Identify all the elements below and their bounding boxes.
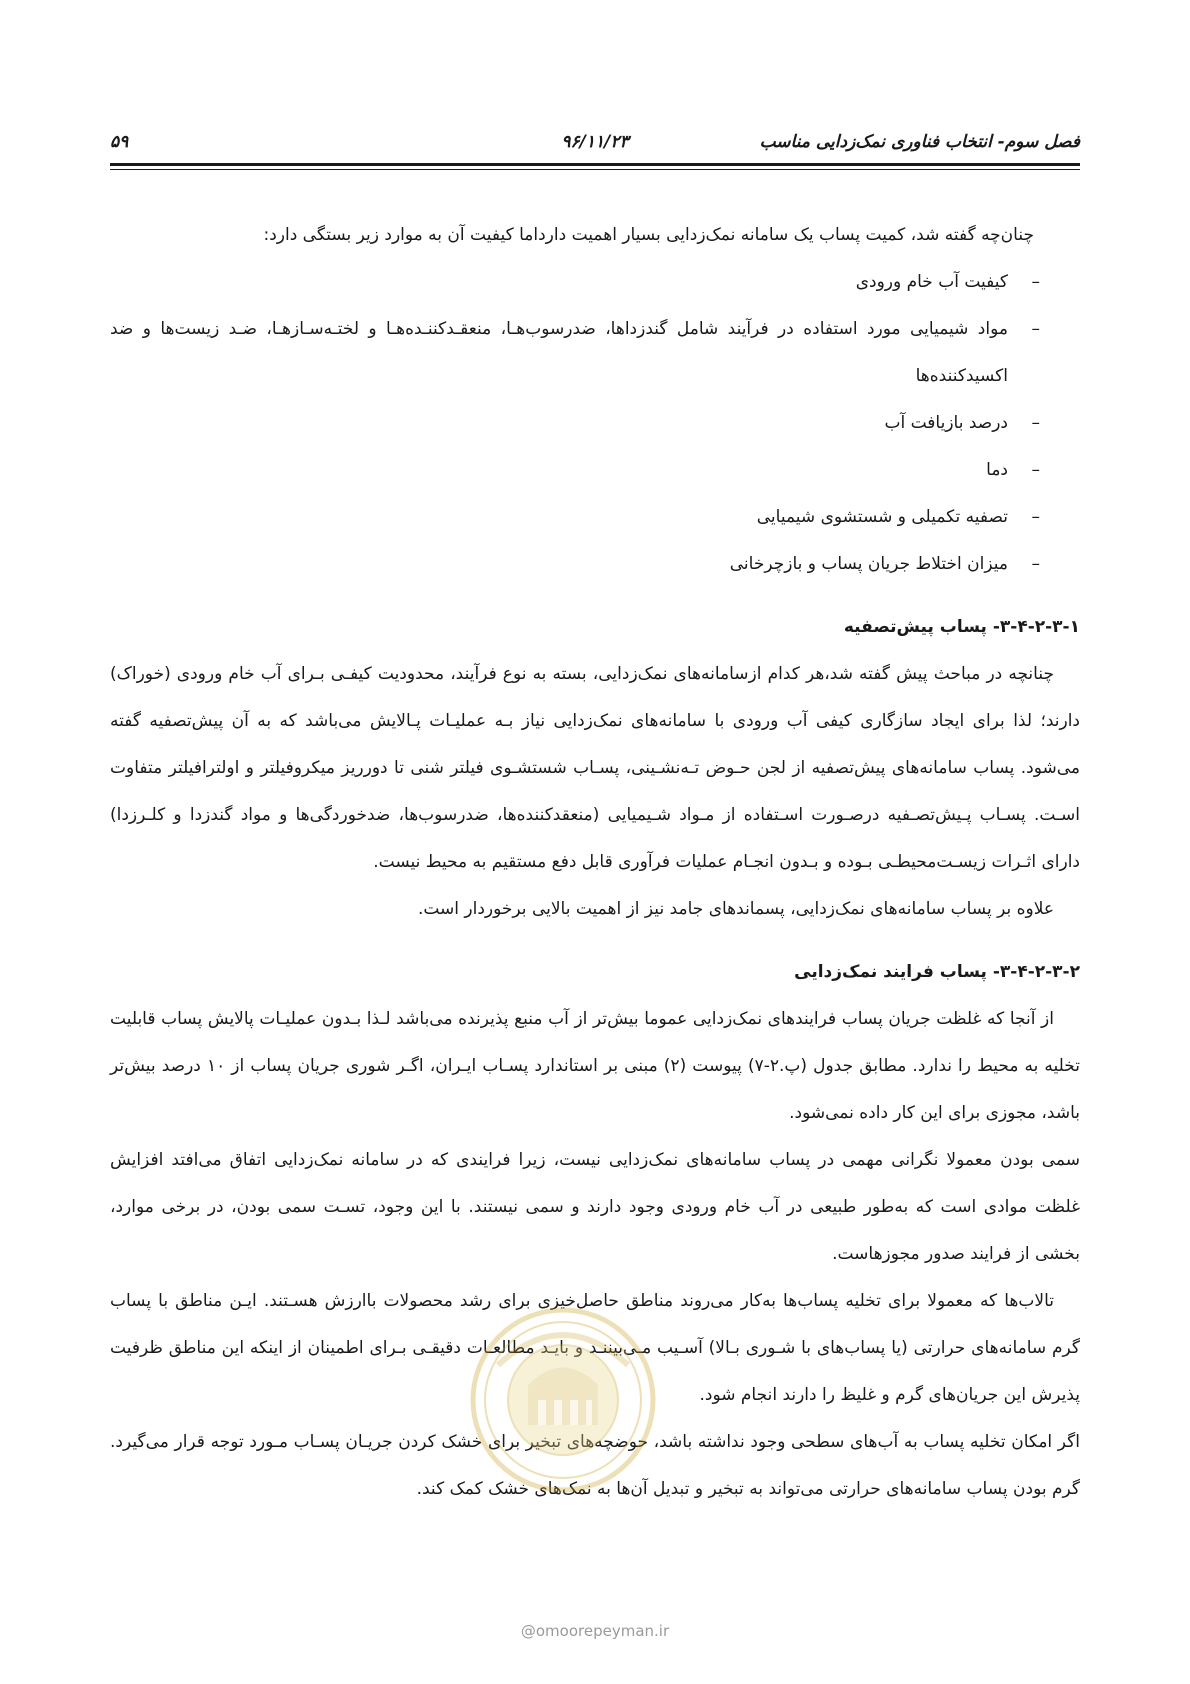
list-item-text: کیفیت آب خام ورودی: [855, 272, 1008, 292]
dash-bullet: –: [1031, 507, 1040, 527]
section2-paragraph: از آنجا که غلظت جریان پساب فرایندهای نمک‌زدایی عموما بیش‌تر از آب منبع پذیرنده می‌باشد لـذا بـدون عملیـات پالایش پساب قابلیت تخلیه به محیط را ندارد. مطابق جدول (پ.۲-۷) پیوست (۲) مبنی بر استاندارد پسـاب ایـران، اگـر شوری جریان پساب از ۱۰ درصد بیش‌تر باشد، مجوزی برای این کار داده نمی‌شود.: [110, 1009, 1081, 1123]
list-item-text: درصد بازیافت آب: [884, 413, 1008, 433]
list-item: [110, 259, 1040, 306]
page-number: ۵۹: [110, 132, 129, 152]
quality-factors-list: [110, 259, 1080, 588]
dash-bullet: –: [1031, 460, 1040, 480]
header-rule-thin: [110, 169, 1080, 170]
section-heading-desalination-process: ۳-۴-۲-۳-۲- پساب فرایند نمک‌زدایی: [794, 962, 1080, 982]
section2-paragraph: اگر امکان تخلیه پساب به آب‌های سطحی وجود نداشته باشد، حوضچه‌های تبخیر برای خشک کردن جریـان پسـاب مـورد توجه قرار می‌گیرد. گرم بودن پساب سامانه‌های حرارتی می‌تواند به تبخیر و تبدیل آن‌ها به نمک‌های خشک کمک کند.: [110, 1432, 1080, 1499]
list-item: [110, 400, 1040, 447]
dash-bullet: –: [1031, 554, 1040, 574]
list-item: [110, 541, 1040, 588]
list-item: [110, 306, 1040, 400]
intro-paragraph: چنان‌چه گفته شد، کمیت پساب یک سامانه نمک‌زدایی بسیار اهمیت دارداما کیفیت آن به موارد زیر بستگی دارد:: [263, 225, 1034, 245]
list-item: [110, 447, 1040, 494]
section1-paragraph: علاوه بر پساب سامانه‌های نمک‌زدایی، پسماندهای جامد نیز از اهمیت بالایی برخوردار است.: [417, 899, 1054, 919]
document-date: ۹۶/۱۱/۲۳: [561, 132, 629, 152]
list-item: [110, 494, 1040, 541]
dash-bullet: –: [1031, 413, 1040, 433]
list-item-text: دما: [986, 460, 1008, 480]
chapter-title: فصل سوم- انتخاب فناوری نمک‌زدایی مناسب: [759, 132, 1080, 152]
section2-paragraph: تالاب‌ها که معمولا برای تخلیه پساب‌ها به‌کار می‌روند مناطق حاصل‌خیزی برای رشد محصولات باارزش هسـتند. ایـن مناطق با پساب گرم سامانه‌های حرارتی (یا پساب‌های با شـوری بـالا) آسـیب مـی‌بیننـد و بایـد مطالعـات دقیقـی بـرای اطمینان از اینکه این مناطق ظرفیت پذیرش این جریان‌های گرم و غلیظ را دارند انجام شود.: [110, 1291, 1080, 1405]
section1-paragraph: چنانچه در مباحث پیش گفته شد،هر کدام ازسامانه‌های نمک‌زدایی، بسته به نوع فرآیند، محدودیت کیفـی بـرای آب خام ورودی (خوراک) دارند؛ لذا برای ایجاد سازگاری کیفی آب ورودی با سامانه‌های نمک‌زدایی نیاز بـه عملیـات پـالایش می‌باشد که به آن پیش‌تصفیه گفته می‌شود. پساب سامانه‌های پیش‌تصفیه از لجن حـوض تـه‌نشـینی، پسـاب شستشـوی فیلتر شنی تا دورریز میکروفیلتر و اولترافیلتر متفاوت اسـت. پسـاب پـیش‌تصـفیه درصـورت اسـتفاده از مـواد شـیمیایی (منعقدکننده‌ها، ضدرسوب‌ها، ضدخوردگی‌ها و مواد گندزدا و کلـرزدا) دارای اثـرات زیسـت‌محیطـی بـوده و بـدون انجـام عملیات فرآوری قابل دفع مستقیم به محیط نیست.: [110, 664, 1080, 872]
page-body: [110, 212, 1080, 1513]
list-item-text: میزان اختلاط جریان پساب و بازچرخانی: [729, 554, 1008, 574]
header-rule-thick: [110, 163, 1080, 166]
section2-paragraph: سمی بودن معمولا نگرانی مهمی در پساب سامانه‌های نمک‌زدایی نیست، زیرا فرایندی که در سامانه نمک‌زدایی اتفاق می‌افتد افزایش غلظت موادی است که به‌طور طبیعی در آب خام ورودی وجود دارند و سمی نیستند. با این وجود، تسـت سمی بودن، در برخی موارد، بخشی از فرایند صدور مجوزهاست.: [110, 1150, 1080, 1264]
website-watermark: @omoorepeyman.ir: [520, 1622, 670, 1640]
page-header: [110, 128, 1080, 162]
dash-bullet: –: [1031, 272, 1040, 292]
list-item-text: تصفیه تکمیلی و شستشوی شیمیایی: [756, 507, 1008, 527]
list-item-text: مواد شیمیایی مورد استفاده در فرآیند شامل گندزداها، ضدرسوب‌هـا، منعقـدکننـده‌هـا و لختـه‌سـازهـا، ضـد زیست‌ها و ضد اکسیدکننده‌ها: [110, 319, 1008, 386]
dash-bullet: –: [1031, 319, 1040, 339]
section-heading-pretreatment: ۳-۴-۲-۳-۱- پساب پیش‌تصفیه: [843, 617, 1080, 637]
